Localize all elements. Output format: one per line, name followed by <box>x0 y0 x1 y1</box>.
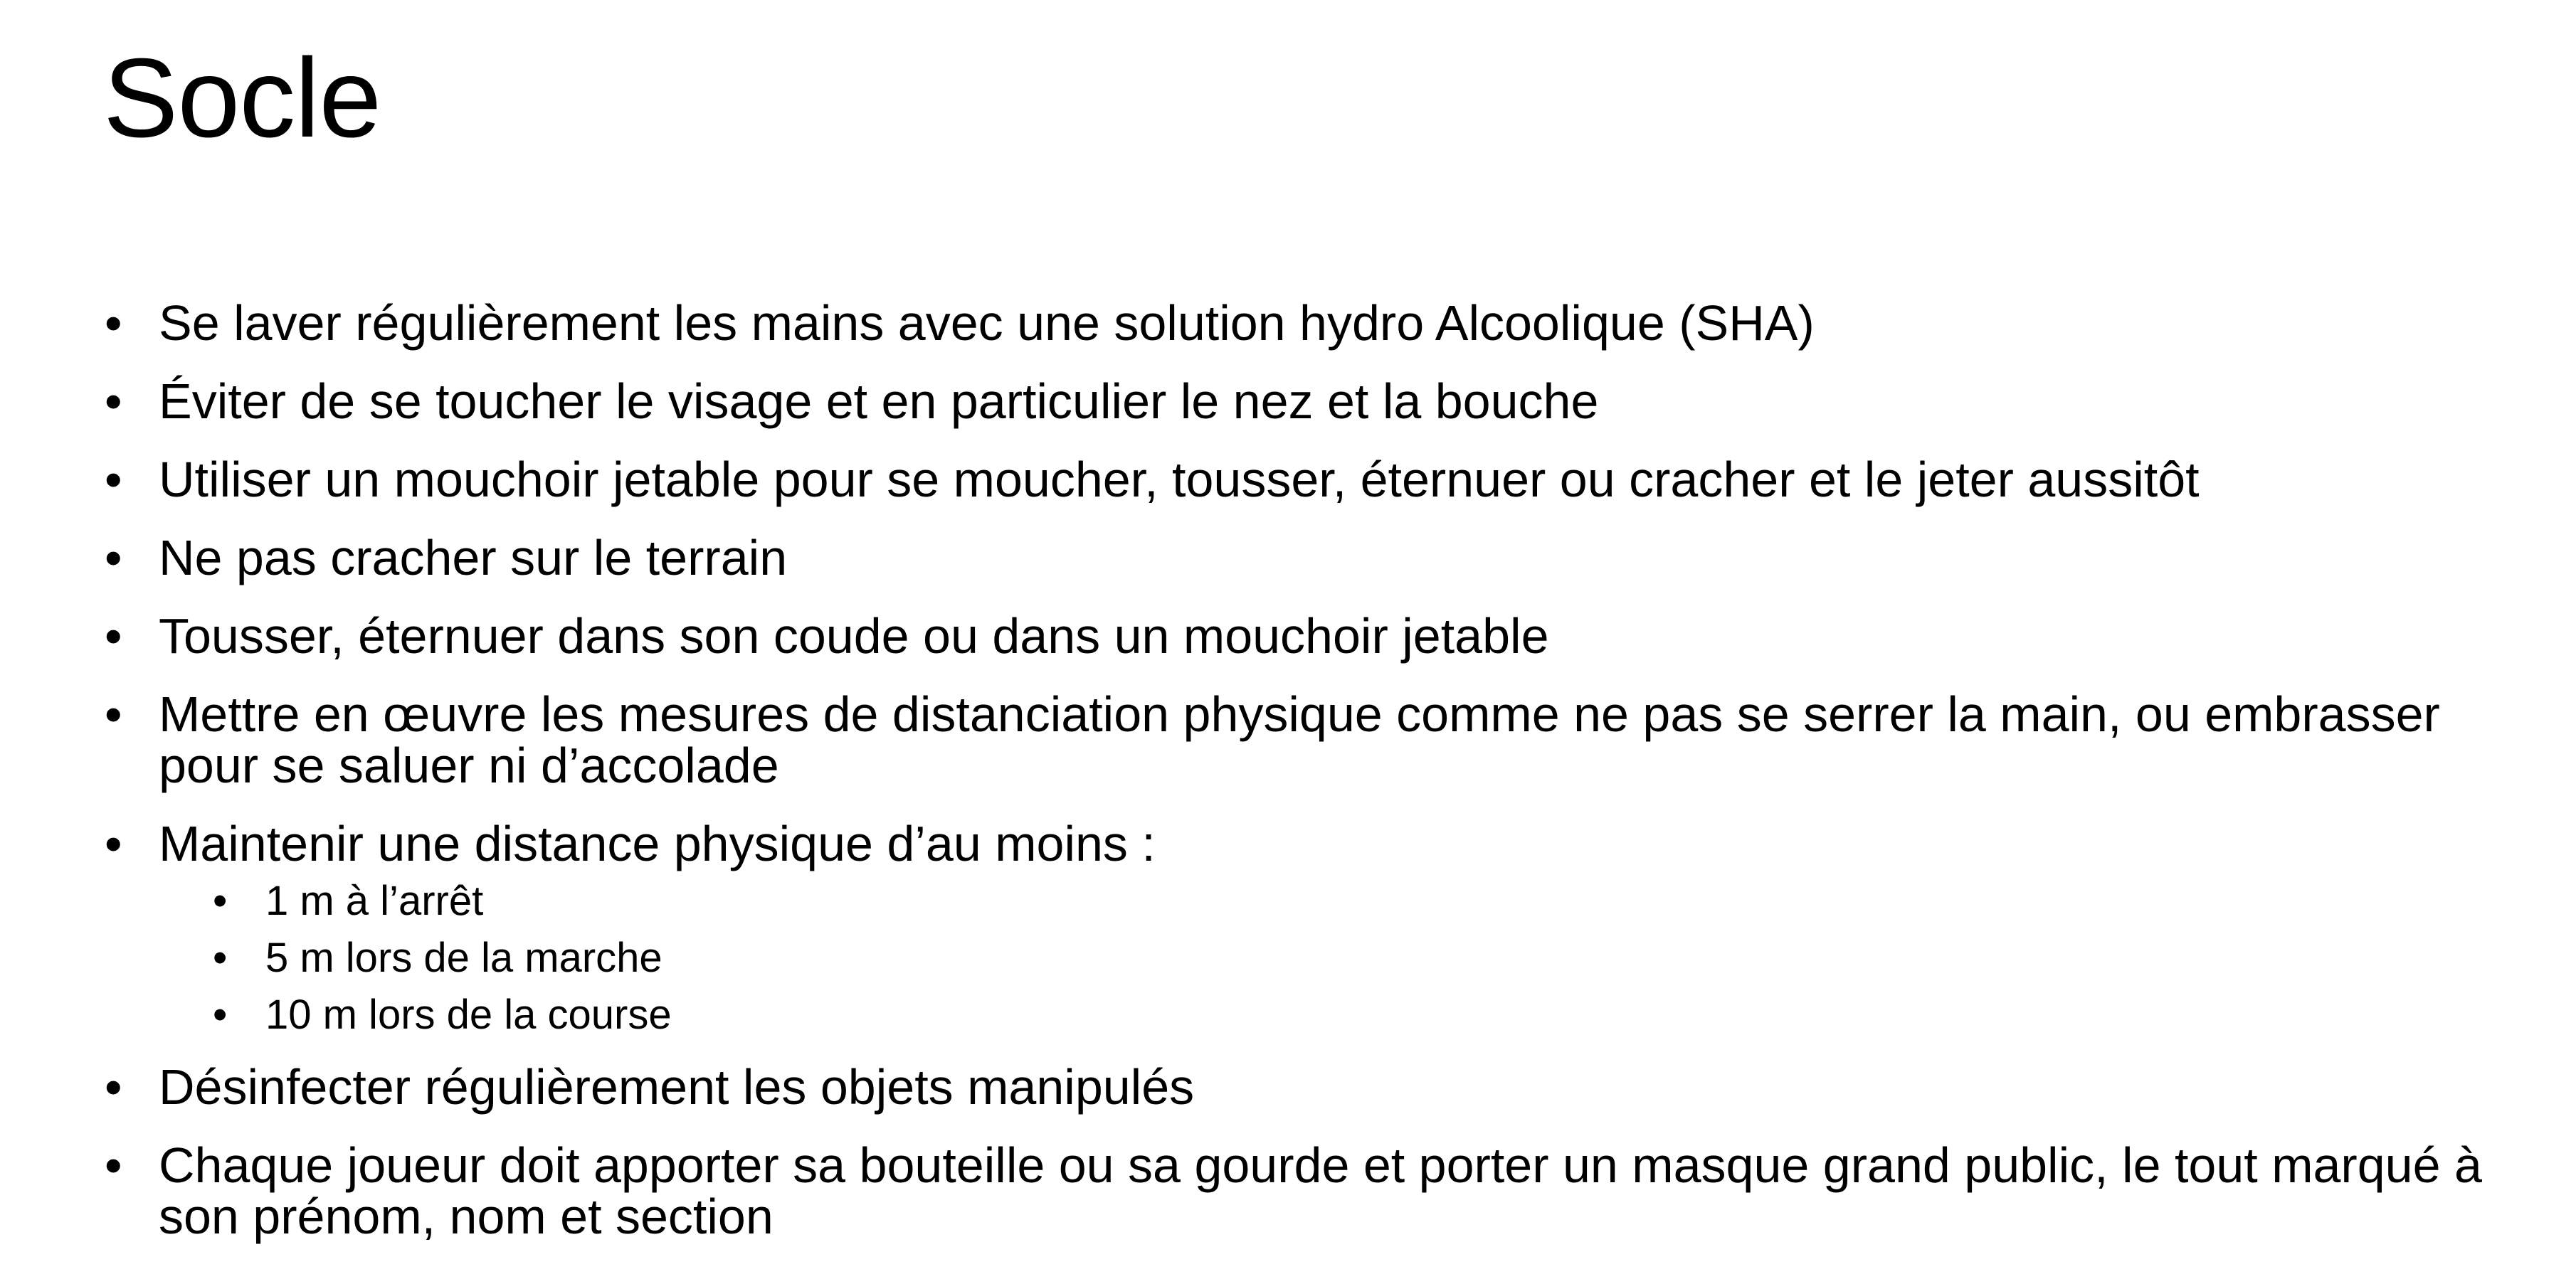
bullet-item <box>103 1137 2523 1244</box>
bullet-icon: • <box>105 686 122 742</box>
sub-bullet-text: 1 m à l’arrêt <box>265 878 484 924</box>
bullet-item <box>103 686 2523 793</box>
sub-bullet-text: 5 m lors de la marche <box>265 935 663 981</box>
sub-bullet-item <box>208 990 2523 1040</box>
bullet-icon: • <box>105 452 122 507</box>
bullet-text: Utiliser un mouchoir jetable pour se moucher, tousser, éternuer ou cracher et le jeter aussitôt <box>159 452 2200 507</box>
bullet-icon: • <box>105 295 122 351</box>
bullet-text: Se laver régulièrement les mains avec une solution hydro Alcoolique (SHA) <box>159 295 1815 351</box>
bullet-icon: • <box>105 1137 122 1193</box>
bullet-item <box>103 373 2523 429</box>
sub-bullet-text: 10 m lors de la course <box>265 992 672 1038</box>
sub-bullet-item <box>208 876 2523 926</box>
bullet-item <box>103 297 2523 349</box>
bullet-icon: • <box>105 530 122 585</box>
bullet-text: Tousser, éternuer dans son coude ou dans un mouchoir jetable <box>159 608 1549 664</box>
sub-bullet-list <box>208 876 2523 1040</box>
bullet-item <box>103 610 2523 662</box>
bullet-item <box>103 532 2523 583</box>
bullet-text: Ne pas cracher sur le terrain <box>159 530 788 585</box>
bullet-icon: • <box>213 878 228 924</box>
bullet-item <box>103 454 2523 505</box>
bullet-list <box>103 297 2523 1269</box>
bullet-icon: • <box>105 1059 122 1115</box>
bullet-icon: • <box>213 992 228 1038</box>
bullet-icon: • <box>105 373 122 429</box>
bullet-text: Chaque joueur doit apporter sa bouteille ou sa gourde et porter un masque grand public, le tout marqué à son prénom, nom et section <box>159 1137 2482 1244</box>
bullet-text: Maintenir une distance physique d’au moins : <box>159 816 1156 871</box>
slide-title: Socle <box>103 36 381 161</box>
bullet-text: Éviter de se toucher le visage et en particulier le nez et la bouche <box>159 373 1599 429</box>
bullet-icon: • <box>213 935 228 981</box>
sub-bullet-item <box>208 933 2523 983</box>
bullet-text: Désinfecter régulièrement les objets manipulés <box>159 1059 1195 1115</box>
bullet-icon: • <box>105 816 122 871</box>
bullet-item <box>103 1061 2523 1113</box>
bullet-item <box>103 818 2523 1040</box>
bullet-icon: • <box>105 608 122 664</box>
bullet-text: Mettre en œuvre les mesures de distanciation physique comme ne pas se serrer la main, ou embrasser pour se saluer ni d’accolade <box>159 686 2440 793</box>
